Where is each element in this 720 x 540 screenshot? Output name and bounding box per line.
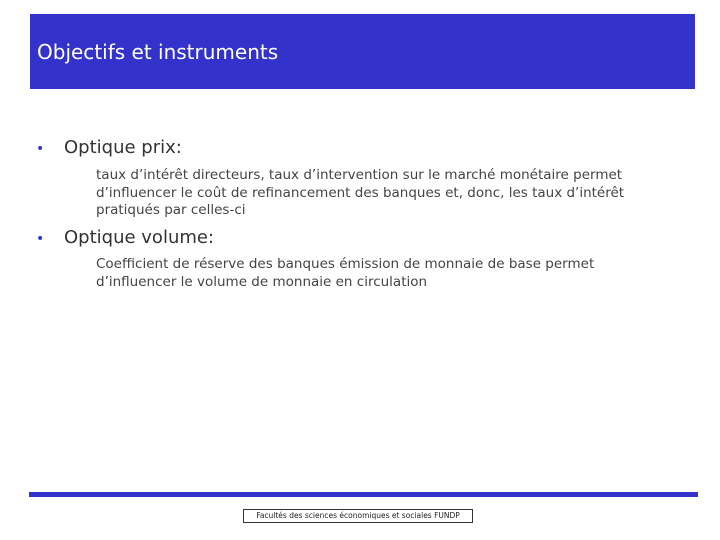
slide-title: Objectifs et instruments: [37, 40, 279, 64]
footer-divider: [29, 492, 698, 497]
bullet-subtext: Coefficient de réserve des banques émission de monnaie de base permet d’influencer le volume de monnaie en circulation: [96, 256, 595, 290]
footer-label: Facultés des sciences économiques et sociales FUNDP: [243, 509, 473, 523]
bullet-icon: •: [36, 231, 45, 247]
bullet-item-volume: [36, 227, 214, 248]
bullet-item-price: [36, 137, 182, 158]
title-bar: [30, 14, 695, 89]
bullet-subtext: taux d’intérêt directeurs, taux d’intervention sur le marché monétaire permet d’influencer le coût de refinancement des banques et, donc, les taux d’intérêt pratiqués par celles-ci: [96, 167, 625, 218]
bullet-heading: Optique volume:: [64, 227, 215, 248]
bullet-heading: Optique prix:: [64, 137, 182, 158]
bullet-icon: •: [36, 141, 45, 157]
